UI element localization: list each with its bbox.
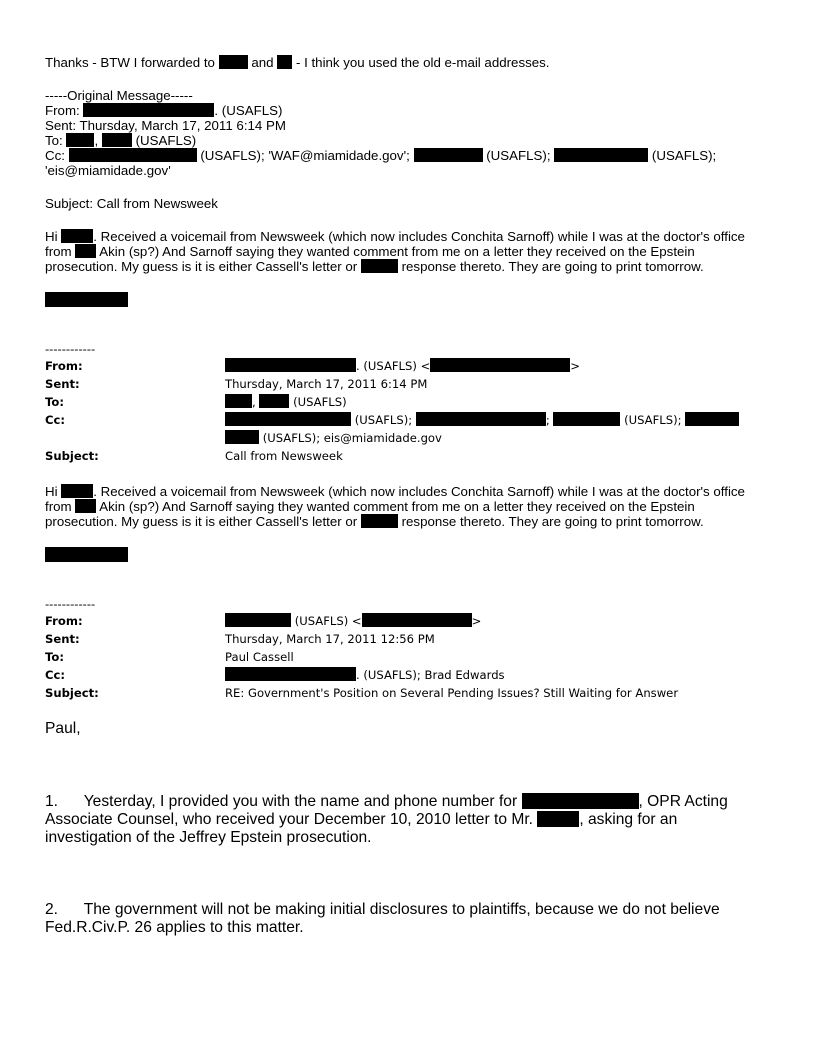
redaction-block [83,103,214,117]
redaction-block [537,811,579,827]
reply-line: Thanks - BTW I forwarded to and - I think you used the old e-mail addresses. [45,55,550,70]
header2-from-value: (USAFLS) < > [225,612,481,630]
redaction-block [416,412,546,426]
redaction-block [277,55,292,69]
header1-from-value: . (USAFLS) < > [225,357,580,375]
header1-cc-label: Cc: [45,413,66,427]
original-message-separator: -----Original Message----- [45,88,193,103]
redaction-block [66,133,94,147]
redaction-block [554,148,648,162]
redaction-block [225,430,259,444]
header2-subject-label: Subject: [45,686,99,700]
original-subject: Subject: Call from Newsweek [45,196,218,211]
header1-sent-label: Sent: [45,377,80,391]
item1-line3: investigation of the Jeffrey Epstein prosecution. [45,829,372,846]
body1-line2: from Akin (sp?) And Sarnoff saying they wanted comment from me on a letter they received on the Epstein [45,244,695,259]
redaction-block [259,394,289,408]
redaction-block [225,358,356,372]
redaction-block [522,793,639,809]
redaction-block [553,412,620,426]
header1-separator: ------------ [45,342,96,356]
body2-line3: prosecution. My guess is it is either Cassell's letter or response thereto. They are going to print tomorrow. [45,514,704,529]
header1-subject-value: Call from Newsweek [225,449,343,463]
redaction-block [102,133,132,147]
header1-sent-value: Thursday, March 17, 2011 6:14 PM [225,377,428,391]
header2-sent-label: Sent: [45,632,80,646]
signature-redaction [45,292,128,307]
header1-subject-label: Subject: [45,449,99,463]
original-from: From: . (USAFLS) [45,103,283,118]
header2-sent-value: Thursday, March 17, 2011 12:56 PM [225,632,435,646]
redaction-block [75,499,96,513]
header2-separator: ------------ [45,597,96,611]
redaction-block [685,412,739,426]
redaction-block [225,667,356,681]
redaction-block [75,244,96,258]
original-to: To: , (USAFLS) [45,133,197,148]
header2-to-value: Paul Cassell [225,650,294,664]
header1-from-label: From: [45,359,83,373]
header2-to-label: To: [45,650,64,664]
item1-line2: Associate Counsel, who received your December 10, 2010 letter to Mr. , asking for an [45,811,678,828]
header2-subject-value: RE: Government's Position on Several Pending Issues? Still Waiting for Answer [225,686,679,700]
body1-line3: prosecution. My guess is it is either Cassell's letter or response thereto. They are going to print tomorrow. [45,259,704,274]
redaction-block [219,55,248,69]
body2-line2: from Akin (sp?) And Sarnoff saying they wanted comment from me on a letter they received on the Epstein [45,499,695,514]
header1-cc-value: (USAFLS); ; (USAFLS); [225,411,739,429]
header2-from-label: From: [45,614,83,628]
item1-line1: 1. Yesterday, I provided you with the name and phone number for , OPR Acting [45,793,728,810]
original-sent: Sent: Thursday, March 17, 2011 6:14 PM [45,118,286,133]
item2-line1: 2. The government will not be making initial disclosures to plaintiffs, because we do not believe [45,901,720,918]
signature-redaction [45,547,128,562]
redaction-block [361,514,398,528]
item2-line2: Fed.R.Civ.P. 26 applies to this matter. [45,919,304,936]
redaction-block [361,259,398,273]
header2-cc-value: . (USAFLS); Brad Edwards [225,666,505,684]
header1-to-label: To: [45,395,64,409]
redaction-block [225,412,351,426]
original-cc: Cc: (USAFLS); 'WAF@miamidade.gov'; (USAFLS); (USAFLS); [45,148,717,163]
redaction-block [69,148,197,162]
original-cc-line2: 'eis@miamidade.gov' [45,163,171,178]
redaction-block [61,229,93,243]
redaction-block [61,484,93,498]
redaction-block [225,613,291,627]
body1-line1: Hi . Received a voicemail from Newsweek (which now includes Conchita Sarnoff) while I was at the doctor's office [45,229,745,244]
header1-cc-line2: (USAFLS); eis@miamidade.gov [225,429,442,447]
header1-to-value: , (USAFLS) [225,393,347,411]
header2-cc-label: Cc: [45,668,66,682]
redaction-block [362,613,472,627]
redaction-block [430,358,570,372]
redaction-block [414,148,483,162]
letter-salutation: Paul, [45,720,81,737]
redaction-block [225,394,252,408]
body2-line1: Hi . Received a voicemail from Newsweek (which now includes Conchita Sarnoff) while I was at the doctor's office [45,484,745,499]
